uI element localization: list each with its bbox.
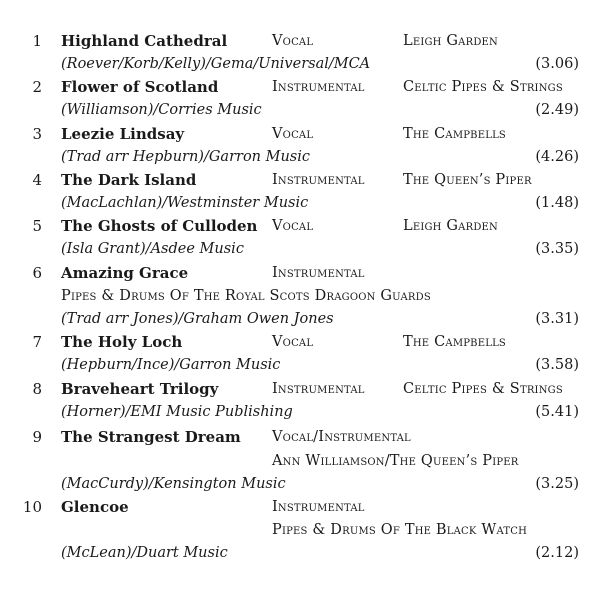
track-1-main xyxy=(0,30,596,52)
track-9-performer-line xyxy=(0,450,596,472)
track-3-main xyxy=(0,123,596,145)
track-number: 3 xyxy=(32,125,42,143)
track-9-main xyxy=(0,426,596,448)
track-6-credit-line xyxy=(0,308,596,330)
track-number: 6 xyxy=(32,264,42,282)
track-performer: Ann Williamson/The Queen’s Piper xyxy=(272,453,519,469)
track-duration: (3.35) xyxy=(535,241,579,257)
track-7-credit-line xyxy=(0,354,596,376)
track-type: Instrumental xyxy=(272,79,365,95)
track-title: The Strangest Dream xyxy=(61,428,241,446)
track-performer: Pipes & Drums Of The Black Watch xyxy=(272,522,527,538)
track-type: Instrumental xyxy=(272,172,365,188)
track-type: Vocal xyxy=(272,334,314,350)
track-type: Vocal xyxy=(272,33,314,49)
track-2-credit-line xyxy=(0,99,596,121)
track-number: 4 xyxy=(32,171,42,189)
track-number: 5 xyxy=(32,217,42,235)
track-number: 7 xyxy=(32,333,42,351)
track-artist: Leigh Garden xyxy=(403,33,498,49)
track-title: Braveheart Trilogy xyxy=(61,380,219,398)
track-duration: (1.48) xyxy=(535,195,579,211)
track-10-performer-line xyxy=(0,519,596,541)
track-5-credit-line xyxy=(0,238,596,260)
track-artist: The Campbells xyxy=(403,334,506,350)
track-artist: The Queen’s Piper xyxy=(403,172,532,188)
track-10-credit-line xyxy=(0,542,596,564)
track-credit: (McLean)/Duart Music xyxy=(61,545,228,561)
track-title: Amazing Grace xyxy=(61,264,189,282)
track-artist: Celtic Pipes & Strings xyxy=(403,381,563,397)
track-duration: (4.26) xyxy=(535,149,579,165)
track-credit: (MacLachlan)/Westminster Music xyxy=(61,195,309,211)
track-type: Instrumental xyxy=(272,381,365,397)
track-duration: (3.25) xyxy=(535,476,579,492)
track-duration: (5.41) xyxy=(535,404,579,420)
track-number: 10 xyxy=(22,498,42,516)
track-credit: (Roever/Korb/Kelly)/Gema/Universal/MCA xyxy=(61,56,371,72)
track-artist: The Campbells xyxy=(403,126,506,142)
track-number: 2 xyxy=(32,78,42,96)
track-credit: (Trad arr Jones)/Graham Owen Jones xyxy=(61,311,334,327)
track-4-main xyxy=(0,169,596,191)
track-5-main xyxy=(0,215,596,237)
track-duration: (3.58) xyxy=(535,357,579,373)
track-duration: (3.31) xyxy=(535,311,579,327)
track-title: Leezie Lindsay xyxy=(61,125,185,143)
track-type: Instrumental xyxy=(272,499,365,515)
track-credit: (Hepburn/Ince)/Garron Music xyxy=(61,357,281,373)
track-title: Glencoe xyxy=(61,498,129,516)
track-6-main xyxy=(0,262,596,284)
track-8-credit-line xyxy=(0,401,596,423)
track-duration: (2.49) xyxy=(535,102,579,118)
track-credit: (MacCurdy)/Kensington Music xyxy=(61,476,286,492)
track-1-credit-line xyxy=(0,53,596,75)
track-9-credit-line xyxy=(0,473,596,495)
track-number: 8 xyxy=(32,380,42,398)
track-title: The Holy Loch xyxy=(61,333,183,351)
track-4-credit-line xyxy=(0,192,596,214)
track-7-main xyxy=(0,331,596,353)
track-type: Vocal/Instrumental xyxy=(272,429,411,445)
track-artist: Leigh Garden xyxy=(403,218,498,234)
track-credit: (Isla Grant)/Asdee Music xyxy=(61,241,244,257)
track-type: Instrumental xyxy=(272,265,365,281)
track-8-main xyxy=(0,378,596,400)
track-title: The Dark Island xyxy=(61,171,197,189)
track-title: Highland Cathedral xyxy=(61,32,228,50)
track-type: Vocal xyxy=(272,126,314,142)
track-duration: (3.06) xyxy=(535,56,579,72)
track-number: 1 xyxy=(32,32,42,50)
track-3-credit-line xyxy=(0,146,596,168)
track-title: The Ghosts of Culloden xyxy=(61,217,258,235)
track-6-performer-line xyxy=(0,285,596,307)
track-credit: (Williamson)/Corries Music xyxy=(61,102,262,118)
track-number: 9 xyxy=(32,428,42,446)
track-duration: (2.12) xyxy=(535,545,579,561)
track-2-main xyxy=(0,76,596,98)
track-title: Flower of Scotland xyxy=(61,78,219,96)
track-credit: (Trad arr Hepburn)/Garron Music xyxy=(61,149,311,165)
track-10-main xyxy=(0,496,596,518)
track-artist: Celtic Pipes & Strings xyxy=(403,79,563,95)
track-credit: (Horner)/EMI Music Publishing xyxy=(61,404,293,420)
track-type: Vocal xyxy=(272,218,314,234)
track-performer: Pipes & Drums Of The Royal Scots Dragoon Guards xyxy=(61,288,431,304)
